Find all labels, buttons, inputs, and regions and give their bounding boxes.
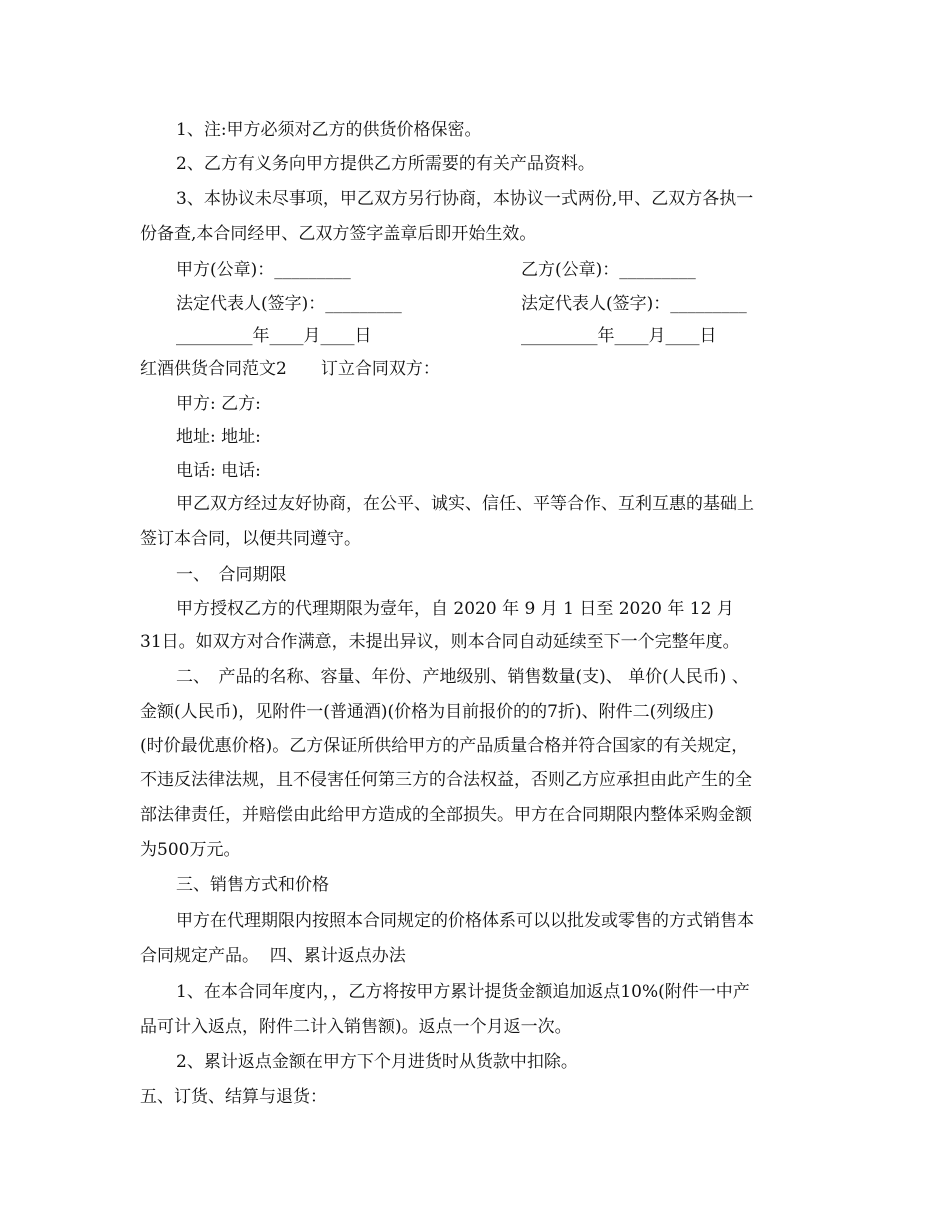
phone-line: 电话: 电话:: [176, 461, 261, 481]
section-1-heading: 一、 合同期限: [176, 565, 287, 585]
section-1-line1: 甲方授权乙方的代理期限为壹年，自 2020 年 9 月 1 日至 2020 年 12 月: [176, 599, 734, 619]
section-3-line1: 甲方在代理期限内按照本合同规定的价格体系可以以批发或零售的方式销售本: [176, 911, 754, 931]
section-4-item1-line1: 1、在本合同年度内，，乙方将按甲方累计提货金额追加返点10%(附件一中产: [176, 982, 750, 1002]
clause-confidentiality: 1、注:甲方必须对乙方的供货价格保密。: [176, 120, 482, 140]
clause-copies-line2: 份备查,本合同经甲、乙双方签字盖章后即开始生效。: [140, 224, 537, 244]
party-a-seal: 甲方(公章)：_________: [176, 260, 351, 280]
intro-line1: 甲乙双方经过友好协商，在公平、诚实、信任、平等合作、互利互惠的基础上: [176, 494, 754, 514]
parties-line: 甲方: 乙方:: [176, 394, 261, 414]
section-3-line2: 合同规定产品。 四、累计返点办法: [140, 946, 406, 966]
section-2-line2: 金额(人民币)，见附件一(普通酒)(价格为目前报价的的7折)、附件二(列级庄): [140, 702, 714, 722]
section-2-line3: (时价最优惠价格)。乙方保证所供给甲方的产品质量合格并符合国家的有关规定，: [140, 736, 749, 756]
intro-line2: 签订本合同，以便共同遵守。: [140, 529, 361, 549]
section-4-item2: 2、累计返点金额在甲方下个月进货时从货款中扣除。: [176, 1052, 578, 1072]
party-a-representative: 法定代表人(签字)：_________: [176, 294, 402, 314]
party-b-date: _________年____月____日: [521, 326, 717, 346]
section-2-line6: 为500万元。: [140, 840, 241, 860]
clause-product-info: 2、乙方有义务向甲方提供乙方所需要的有关产品资料。: [176, 154, 595, 174]
section-2-line4: 不违反法律法规，且不侵害任何第三方的合法权益，否则乙方应承担由此产生的全: [140, 770, 752, 790]
address-line: 地址: 地址:: [176, 427, 261, 447]
section-5-heading: 五、订货、结算与退货：: [140, 1087, 327, 1107]
party-b-representative: 法定代表人(签字)：_________: [521, 294, 747, 314]
section-3-heading: 三、销售方式和价格: [176, 875, 329, 895]
party-a-date: _________年____月____日: [176, 326, 372, 346]
section-1-line2: 31日。如双方对合作满意，未提出异议，则本合同自动延续至下一个完整年度。: [140, 632, 740, 652]
section-2-line1: 二、 产品的名称、容量、年份、产地级别、销售数量(支)、 单价(人民币) 、: [176, 667, 749, 687]
party-b-seal: 乙方(公章)：_________: [521, 260, 696, 280]
section-4-item1-line2: 品可计入返点，附件二计入销售额)。返点一个月返一次。: [140, 1017, 572, 1037]
clause-copies-line1: 3、本协议未尽事项，甲乙双方另行协商，本协议一式两份,甲、乙双方各执一: [176, 189, 754, 209]
contract-2-title: 红酒供货合同范文2 订立合同双方：: [140, 359, 440, 379]
section-2-line5: 部法律责任，并赔偿由此给甲方造成的全部损失。甲方在合同期限内整体采购金额: [140, 805, 752, 825]
